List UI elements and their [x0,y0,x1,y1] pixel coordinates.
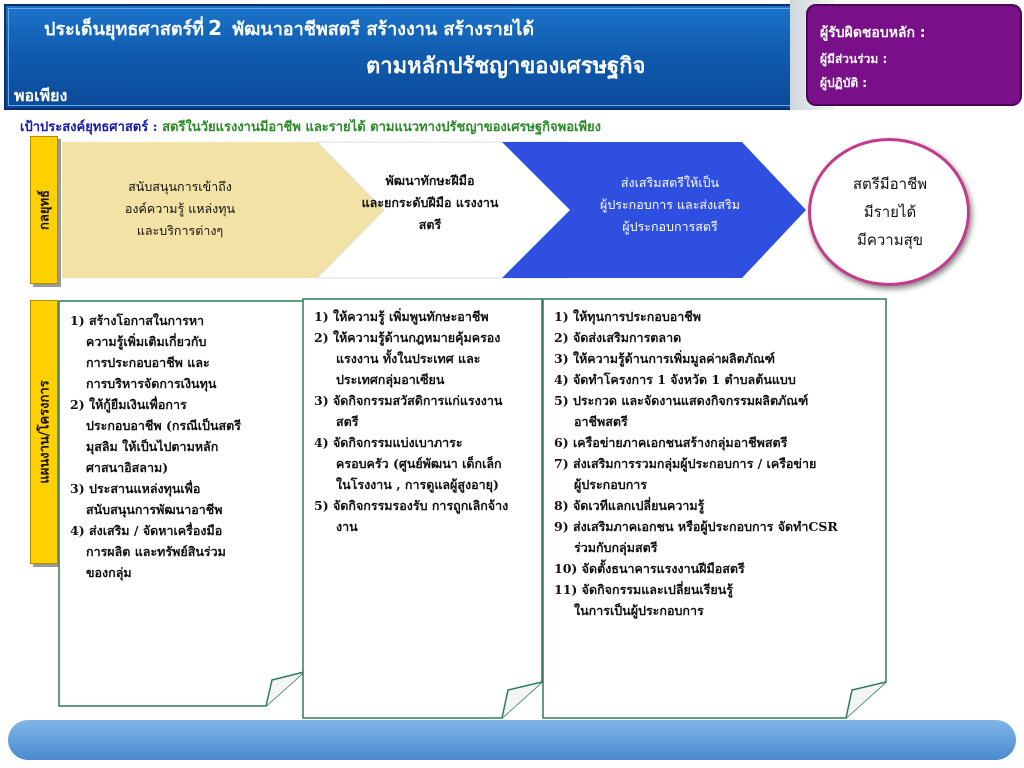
list-item: 2) จัดส่งเสริมการตลาด [554,330,682,345]
strategy-3-line-1: ส่งเสริมสตรีให้เป็น [620,175,720,190]
strategy-1-line-2: องค์ความรู้ แหล่งทุน [124,201,236,216]
strategy-3-line-2: ผู้ประกอบการ และส่งเสริม [600,197,740,212]
title-line-1 [44,14,534,43]
list-item: 7) ส่งเสริมการรวมกลุ่มผู้ประกอบการ / เครือข่าย [554,456,817,471]
list-item: สนับสนุนการพัฒนาอาชีพ [86,502,223,517]
side-label-strategy-text: กลยุทธ์ [37,190,53,230]
list-item: ผู้ประกอบการ [574,477,647,492]
list-item: 3) จัดกิจกรรมสวัสดิการแก่แรงงาน [314,393,503,408]
list-item: อาชีพสตรี [574,414,628,429]
outcome-text [812,170,968,254]
list-item: สตรี [336,414,359,429]
goal-text: สตรีในวัยแรงงานมีอาชีพ และรายได้ ตามแนวทางปรัชญาของเศรษฐกิจพอเพียง [162,120,602,135]
title-line-2: ตามหลักปรัชญาของเศรษฐกิจ [366,53,646,79]
list-item: 11) จัดกิจกรรมและเปลี่ยนเรียนรู้ [554,582,733,597]
list-item: 3) ประสานแหล่งทุนเพื่อ [70,481,201,496]
list-item: มุสลิม ให้เป็นไปตามหลัก [86,439,219,454]
list-item: ในการเป็นผู้ประกอบการ [574,603,704,618]
strategy-2-line-1: พัฒนาทักษะฝีมือ [385,173,475,188]
outcome-line-3: มีความสุข [856,231,924,249]
operators-label: ผู้ปฏิบัติ : [820,76,868,90]
list-item: 8) จัดเวทีแลกเปลี่ยนความรู้ [554,498,705,513]
list-item: 3) ให้ความรู้ด้านการเพิ่มมูลค่าผลิตภัณฑ์ [554,351,775,366]
list-item: การผลิต และทรัพย์สินร่วม [86,544,226,559]
list-item: การบริหารจัดการเงินทุน [86,376,217,391]
list-item: 6) เครือข่ายภาคเอกชนสร้างกลุ่มอาชีพสตรี [554,435,788,450]
list-item: 4) ส่งเสริม / จัดหาเครื่องมือ [70,523,223,538]
title-line-3: พอเพียง [14,86,68,105]
list-item: การประกอบอาชีพ และ [86,355,210,370]
list-item: ความรู้เพิ่มเติมเกี่ยวกับ [86,334,207,349]
list-item: ประกอบอาชีพ (กรณีเป็นสตรี [86,418,241,433]
list-item: ศาสนาอิสลาม) [86,460,169,475]
strategic-goal [20,116,601,137]
strategy-2-line-2: และยกระดับฝีมือ แรงงาน [361,195,499,210]
participants-label: ผู้มีส่วนร่วม : [820,52,888,66]
list-item: 4) จัดกิจกรรมแบ่งเบาภาระ [314,435,463,450]
list-item: งาน [336,519,358,534]
list-item: ร่วมกับกลุ่มสตรี [574,540,658,555]
list-item: 5) จัดกิจกรรมรองรับ การถูกเลิกจ้าง [314,498,509,513]
list-item: 4) จัดทำโครงการ 1 จังหวัด 1 ตำบลต้นแบบ [554,372,796,387]
strategy-1-line-3: และบริการต่างๆ [136,223,224,238]
strategy-1-line-1: สนับสนุนการเข้าถึง [128,179,232,194]
list-item: 1) สร้างโอกาสในการหา [70,313,205,328]
list-item: 2) ให้ความรู้ด้านกฎหมายคุ้มครอง [314,330,501,345]
list-item: 9) ส่งเสริมภาคเอกชน หรือผู้ประกอบการ จัดทำCSR [554,519,838,534]
plan-list-2 [314,306,536,537]
goal-label: เป้าประสงค์ยุทธศาสตร์ : [20,120,158,135]
list-item: 5) ประกวด และจัดงานแสดงกิจกรรมผลิตภัณฑ์ [554,393,809,408]
list-item: 1) ให้ความรู้ เพิ่มพูนทักษะอาชีพ [314,309,489,324]
list-item: แรงงาน ทั้งในประเทศ และ [336,351,481,366]
strategy-number: 2 [208,16,222,40]
list-item: 10) จัดตั้งธนาคารแรงงานฝีมือสตรี [554,561,745,576]
title-prefix: ประเด็นยุทธศาสตร์ที่ [44,19,205,40]
side-label-plans [30,300,58,564]
list-item: ในโรงงาน , การดูแลผู้สูงอายุ) [336,477,499,492]
list-item: ของกลุ่ม [86,565,132,580]
strategy-3-line-3: ผู้ประกอบการสตรี [622,219,718,234]
side-label-plans-text: แผนงาน/โครงการ [37,380,53,484]
plan-list-1 [70,310,292,583]
strategy-2-line-3: สตรี [418,217,442,232]
list-item: ครอบครัว (ศูนย์พัฒนา เด็กเล็ก [336,456,502,471]
list-item: 2) ให้กู้ยืมเงินเพื่อการ [70,397,187,412]
title-suffix: พัฒนาอาชีพสตรี สร้างงาน สร้างรายได้ [232,19,535,40]
strategy-3-text [560,172,780,238]
strategy-1-text [90,176,270,242]
outcome-line-1: สตรีมีอาชีพ [852,175,928,193]
main-responsible-label: ผู้รับผิดชอบหลัก : [820,25,926,41]
outcome-line-2: มีรายได้ [863,203,917,221]
plan-list-3 [554,306,880,621]
list-item: 1) ให้ทุนการประกอบอาชีพ [554,309,702,324]
side-label-strategy [30,136,58,284]
footer-bar [8,720,1016,760]
list-item: ประเทศกลุ่มอาเซียน [336,372,445,387]
strategy-2-text [330,170,530,236]
